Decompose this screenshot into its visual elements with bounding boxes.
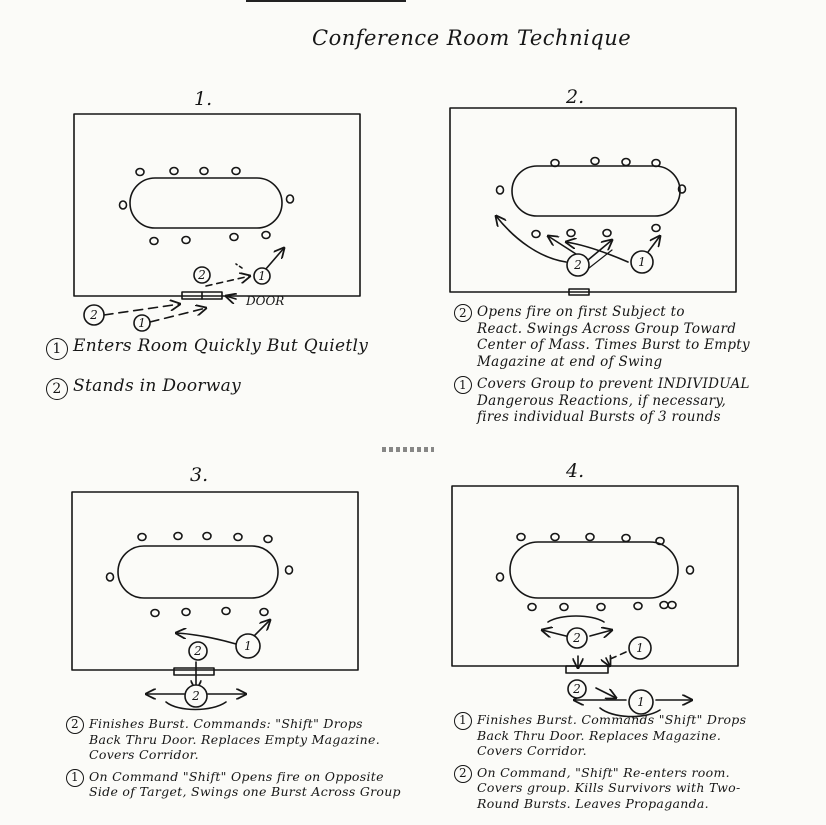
- note-line: fires individual Bursts of 3 rounds: [477, 409, 721, 425]
- doorway: [174, 668, 214, 675]
- note-agent-2: [454, 304, 794, 370]
- doorway: [566, 666, 608, 673]
- panel-1-diagram: [74, 114, 360, 322]
- agent-2-marker: 2: [90, 308, 98, 322]
- agent-1-marker: 1: [636, 641, 644, 655]
- agent-marker: 1: [46, 338, 68, 360]
- agent-marker: 1: [454, 376, 472, 394]
- panel-3-notes: [66, 716, 416, 800]
- panel-1-notes: [46, 338, 386, 400]
- panel-2-number: 2.: [566, 86, 585, 108]
- note-agent-2: [454, 765, 794, 812]
- note-line: Finishes Burst. Commands "Shift" Drops: [477, 712, 747, 727]
- note-agent-2: [66, 716, 416, 763]
- agent-marker: 2: [454, 304, 472, 322]
- page-title: Conference Room Technique: [312, 26, 632, 50]
- note-line: Opens fire on first Subject to: [477, 304, 685, 320]
- agent-marker: 1: [454, 712, 472, 730]
- panel-4-diagram: [452, 486, 738, 717]
- note-line: Magazine at end of Swing: [477, 353, 663, 370]
- note-line: On Command, "Shift" Re-enters room.: [477, 764, 730, 780]
- note-agent-1: [454, 712, 794, 759]
- note-line: Finishes Burst. Commands: "Shift" Drops: [89, 716, 363, 731]
- agent-marker: 1: [66, 769, 84, 787]
- agent-1-marker: 1: [138, 316, 146, 330]
- agent-1-marker: 1: [244, 639, 252, 653]
- note-line: Round Bursts. Leaves Propaganda.: [477, 795, 709, 811]
- panel-4-number: 4.: [566, 460, 585, 482]
- note-line: Covers Group to prevent INDIVIDUAL: [477, 376, 750, 392]
- door-label: DOOR: [246, 294, 285, 308]
- agent-2-marker: 2: [198, 268, 206, 282]
- conference-table: [118, 546, 278, 598]
- panel-2-diagram: [450, 108, 736, 295]
- note-line: Covers Corridor.: [89, 747, 199, 762]
- agent-1-marker: 1: [258, 269, 266, 283]
- agent-2-marker: 2: [573, 682, 581, 696]
- panel-3-diagram: [72, 492, 358, 710]
- conference-table: [130, 178, 282, 228]
- agent-marker: 2: [46, 378, 68, 400]
- room-outline: [452, 486, 738, 666]
- note-line: Covers Corridor.: [477, 743, 587, 758]
- agent-marker: 2: [66, 716, 84, 734]
- conference-table: [510, 542, 678, 598]
- note-text: Stands in Doorway: [73, 376, 241, 396]
- note-line: Side of Target, Swings one Burst Across Group: [89, 784, 401, 799]
- note-line: React. Swings Across Group Toward: [477, 320, 737, 337]
- panel-4-notes: [454, 712, 794, 811]
- note-line: Back Thru Door. Replaces Empty Magazine.: [89, 731, 380, 747]
- agent-2-marker: 2: [573, 631, 581, 645]
- note-line: Back Thru Door. Replaces Magazine.: [477, 727, 722, 743]
- room-outline: [72, 492, 358, 670]
- note-line: Dangerous Reactions, if necessary,: [477, 392, 727, 409]
- room-outline: [74, 114, 360, 296]
- conference-table: [512, 166, 680, 216]
- note-agent-2: [46, 378, 386, 400]
- agent-1-marker: 1: [637, 695, 645, 709]
- seated-subjects: [107, 533, 293, 617]
- panel-1-number: 1.: [194, 88, 213, 110]
- note-agent-1: [66, 769, 416, 800]
- panel-3-number: 3.: [190, 464, 209, 486]
- note-agent-1: [454, 376, 794, 426]
- agent-2-marker: 2: [192, 689, 200, 703]
- agent-marker: 2: [454, 765, 472, 783]
- note-agent-1: [46, 338, 386, 360]
- note-line: Covers group. Kills Survivors with Two-: [477, 780, 741, 795]
- panel-2-notes: [454, 304, 794, 426]
- note-text: Enters Room Quickly But Quietly: [73, 336, 369, 356]
- agent-1-marker: 1: [638, 255, 646, 269]
- note-line: On Command "Shift" Opens fire on Opposite: [89, 768, 384, 784]
- note-line: Center of Mass. Times Burst to Empty: [477, 337, 750, 353]
- agent-2-marker: 2: [194, 644, 202, 658]
- agent-2-marker: 2: [574, 258, 582, 272]
